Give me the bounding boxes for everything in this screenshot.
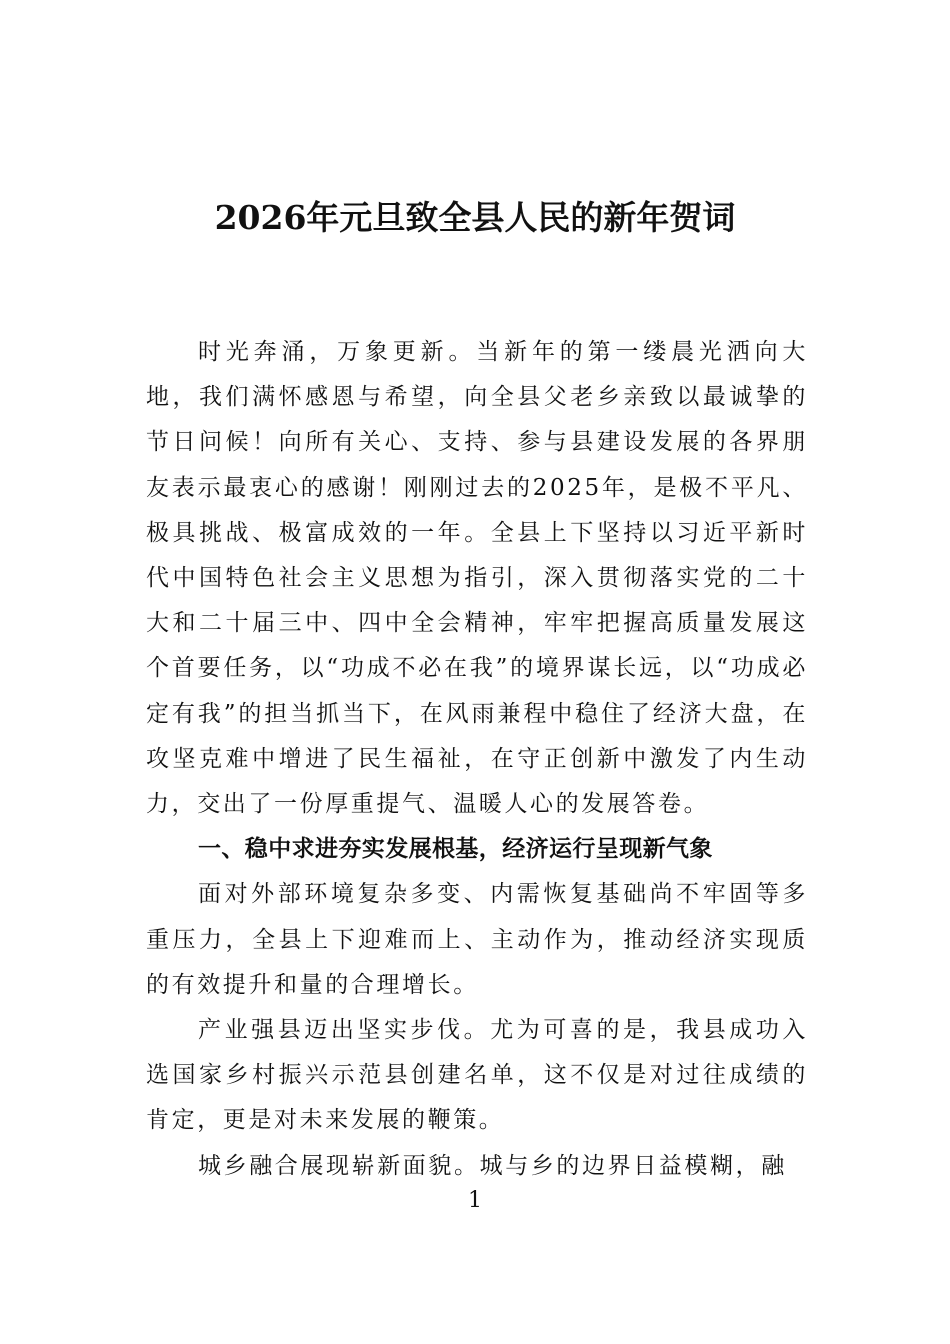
section-paragraph: 城乡融合展现崭新面貌。城与乡的边界日益模糊，融 <box>198 1152 787 1179</box>
document-title: 2026年元旦致全县人民的新年贺词 <box>214 198 736 237</box>
section-paragraph: 面对外部环境复杂多变、内需恢复基础尚不牢固等多重压力，全县上下迎难而上、主动作为，推动经济实现质的有效提升和量的合理增长。 <box>146 881 808 998</box>
page-number: 1 <box>468 1188 482 1213</box>
document-body <box>146 330 808 1189</box>
intro-paragraph: 时光奔涌，万象更新。当新年的第一缕晨光洒向大地，我们满怀感恩与希望，向全县父老乡亲致以最诚挚的节日问候！向所有关心、支持、参与县建设发展的各界朋友表示最衷心的感谢！刚刚过去的2025年，是极不平凡、极具挑战、极富成效的一年。全县上下坚持以习近平新时代中国特色社会主义思想为指引，深入贯彻落实党的二十大和二十届三中、四中全会精神，牢牢把握高质量发展这个首要任务，以“功成不必在我”的境界谋长远，以“功成必定有我”的担当抓当下，在风雨兼程中稳住了经济大盘，在攻坚克难中增进了民生福祉，在守正创新中激发了内生动力，交出了一份厚重提气、温暖人心的发展答卷。 <box>146 339 808 818</box>
section-heading: 一、稳中求进夯实发展根基，经济运行呈现新气象 <box>198 836 713 863</box>
section-paragraph: 产业强县迈出坚实步伐。尤为可喜的是，我县成功入选国家乡村振兴示范县创建名单，这不仅是对过往成绩的肯定，更是对未来发展的鞭策。 <box>146 1017 808 1134</box>
